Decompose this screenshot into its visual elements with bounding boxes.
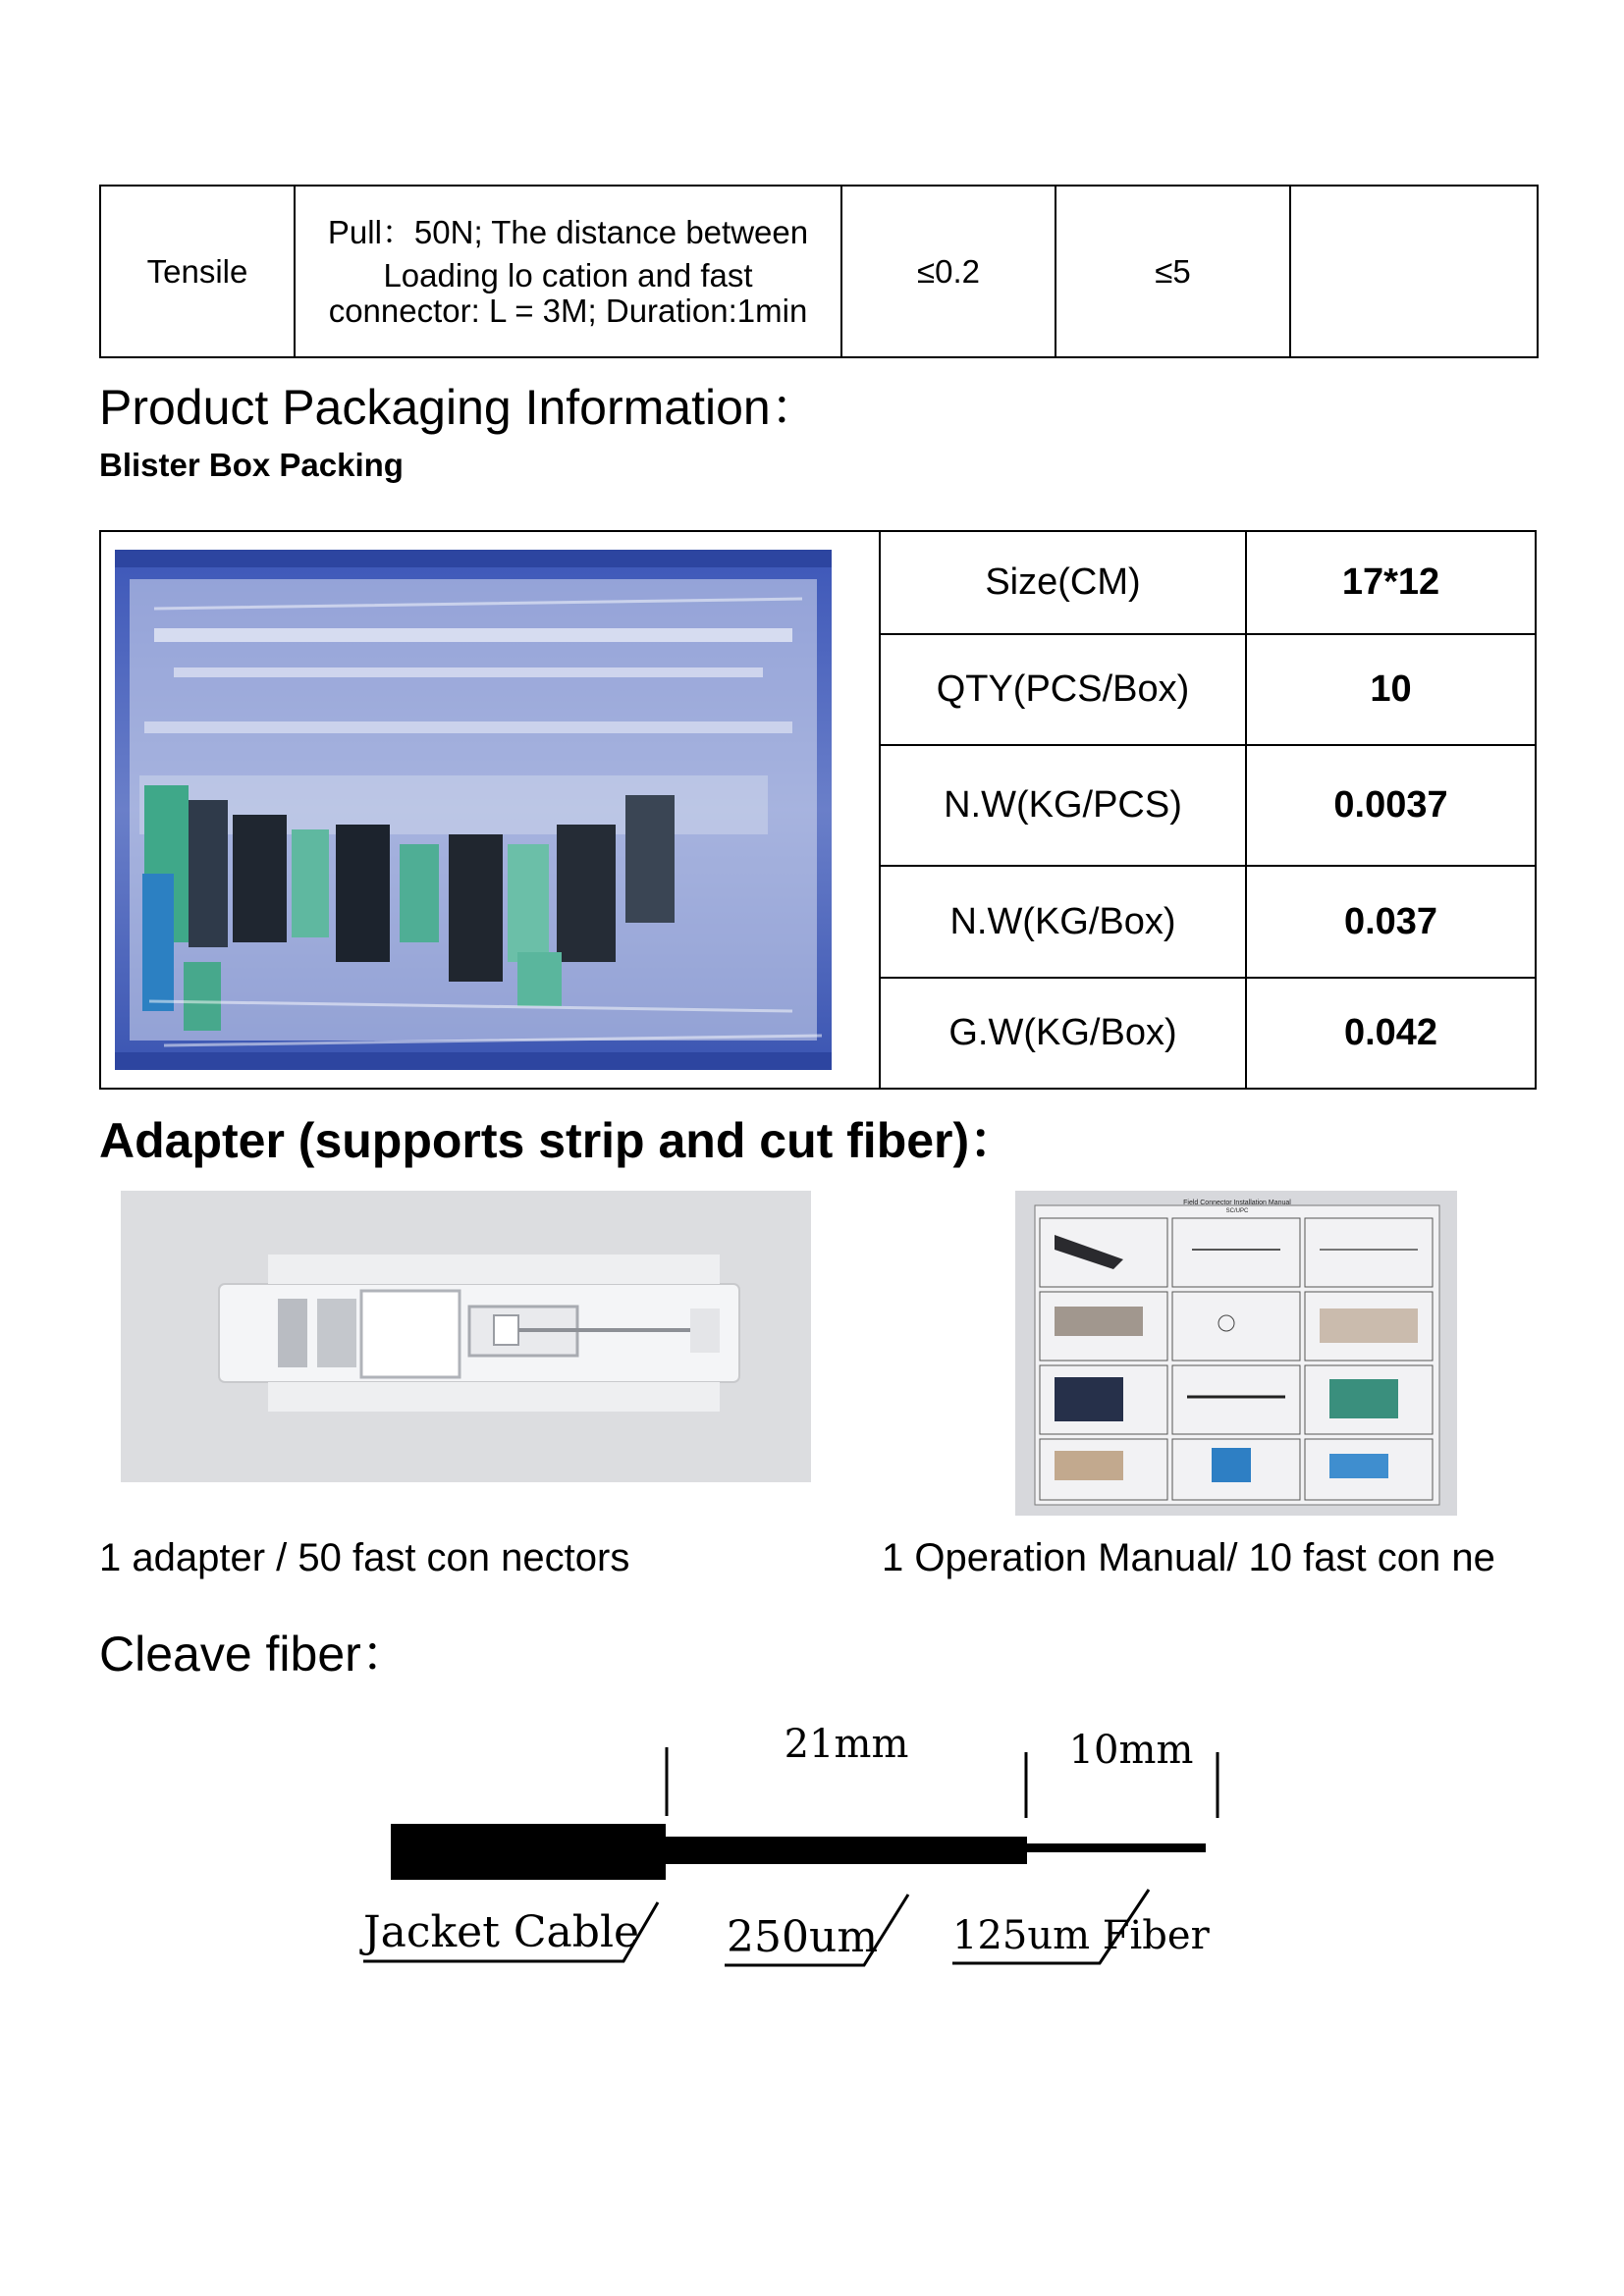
packaging-title: Product Packaging Information： [99, 380, 820, 435]
value-cell: ≤5 [1056, 186, 1290, 357]
dimension-21mm: 21mm [784, 1722, 909, 1767]
spec-label: Size(CM) [881, 532, 1247, 633]
spec-value: 17*12 [1341, 561, 1440, 603]
blister-box-photo-cell [101, 532, 881, 1088]
spec-label: N.W(KG/PCS) [881, 746, 1247, 865]
label-250um: 250um [727, 1912, 879, 1962]
table-row [881, 635, 1535, 746]
test-condition-cell [295, 186, 841, 357]
dimension-10mm: 10mm [1068, 1728, 1194, 1773]
fiber-125um-segment [1027, 1843, 1206, 1852]
test-name-cell: Tensile [100, 186, 295, 357]
manual-subtitle: SC/UPC [1225, 1208, 1249, 1214]
condition-line: Pull：50N; The distance between [327, 213, 809, 250]
value-cell: ≤0.2 [841, 186, 1056, 357]
adapter-caption: 1 adapter / 50 fast con nectors [99, 1536, 630, 1579]
cleave-fiber-diagram [334, 1708, 1247, 1993]
operation-manual-photo [1015, 1191, 1457, 1516]
jacket-cable-segment [391, 1824, 666, 1880]
spec-value: 0.037 [1343, 900, 1438, 942]
spec-value: 0.0037 [1333, 784, 1448, 826]
tensile-table [99, 185, 1539, 358]
spec-label: N.W(KG/Box) [881, 867, 1247, 977]
spec-label: QTY(PCS/Box) [881, 635, 1247, 744]
table-row [881, 746, 1535, 867]
spec-value: 0.042 [1343, 1012, 1438, 1053]
manual-title: Field Connector Installation Manual [1183, 1200, 1291, 1206]
table-row [881, 979, 1535, 1088]
spec-value: 10 [1370, 668, 1412, 710]
packaging-table [99, 530, 1537, 1090]
label-jacket-cable: Jacket Cable [363, 1907, 640, 1957]
manual-caption: 1 Operation Manual/ 10 fast con ne [882, 1536, 1495, 1579]
packaging-specs [881, 532, 1535, 1088]
packaging-subtitle: Blister Box Packing [99, 447, 404, 483]
adapter-photo [121, 1191, 811, 1482]
spec-label: G.W(KG/Box) [881, 979, 1247, 1088]
table-row [881, 867, 1535, 979]
condition-line: connector: L = 3M; Duration:1min [328, 292, 808, 329]
cleave-title: Cleave fiber： [99, 1627, 410, 1682]
blister-box-photo [115, 550, 832, 1070]
condition-line: Loading lo cation and fast [383, 256, 753, 294]
table-row [881, 532, 1535, 635]
label-125um-fiber: 125um Fiber [952, 1913, 1210, 1958]
adapter-title: Adapter (supports strip and cut fiber)： [99, 1113, 1019, 1168]
value-cell [1290, 186, 1538, 357]
table-row [100, 186, 1538, 357]
buffer-250um-segment [666, 1837, 1027, 1864]
